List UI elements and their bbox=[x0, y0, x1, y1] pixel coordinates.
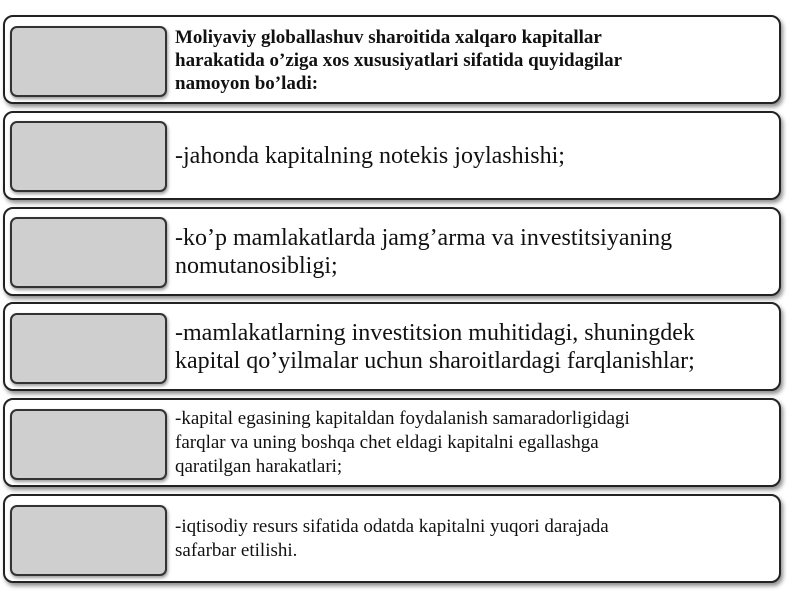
list-item bbox=[3, 302, 781, 391]
placeholder-box-3 bbox=[10, 217, 167, 288]
list-item bbox=[3, 111, 781, 200]
placeholder-box-2 bbox=[10, 121, 167, 192]
list-item bbox=[3, 207, 781, 296]
list-item-text: -kapital egasining kapitaldan foydalanish samaradorligidagi farqlar va uning boshqa chet eldagi kapitalni egallashga qaratilgan harakatlari; bbox=[175, 407, 630, 477]
list-item bbox=[3, 494, 781, 583]
list-item bbox=[3, 398, 781, 487]
list-item-text: -jahonda kapitalning notekis joylashishi; bbox=[175, 142, 565, 169]
placeholder-box-6 bbox=[10, 505, 167, 576]
list-item-text: -mamlakatlarning investitsion muhitidagi, shuningdek kapital qo’yilmalar uchun sharoitlardagi farqlanishlar; bbox=[175, 319, 695, 374]
placeholder-box-1 bbox=[10, 26, 167, 97]
heading-box bbox=[3, 15, 781, 104]
heading-text: Moliyaviy globallashuv sharoitida xalqaro kapitallar harakatida o’ziga xos xususiyatlari sifatida quyidagilar namoyon bo’ladi: bbox=[175, 27, 623, 94]
list-item-text: -iqtisodiy resurs sifatida odatda kapitalni yuqori darajada safarbar etilishi. bbox=[175, 515, 609, 561]
list-item-text: -ko’p mamlakatlarda jamg’arma va investitsiyaning nomutanosibligi; bbox=[175, 224, 673, 279]
placeholder-box-4 bbox=[10, 313, 167, 384]
placeholder-box-5 bbox=[10, 409, 167, 480]
